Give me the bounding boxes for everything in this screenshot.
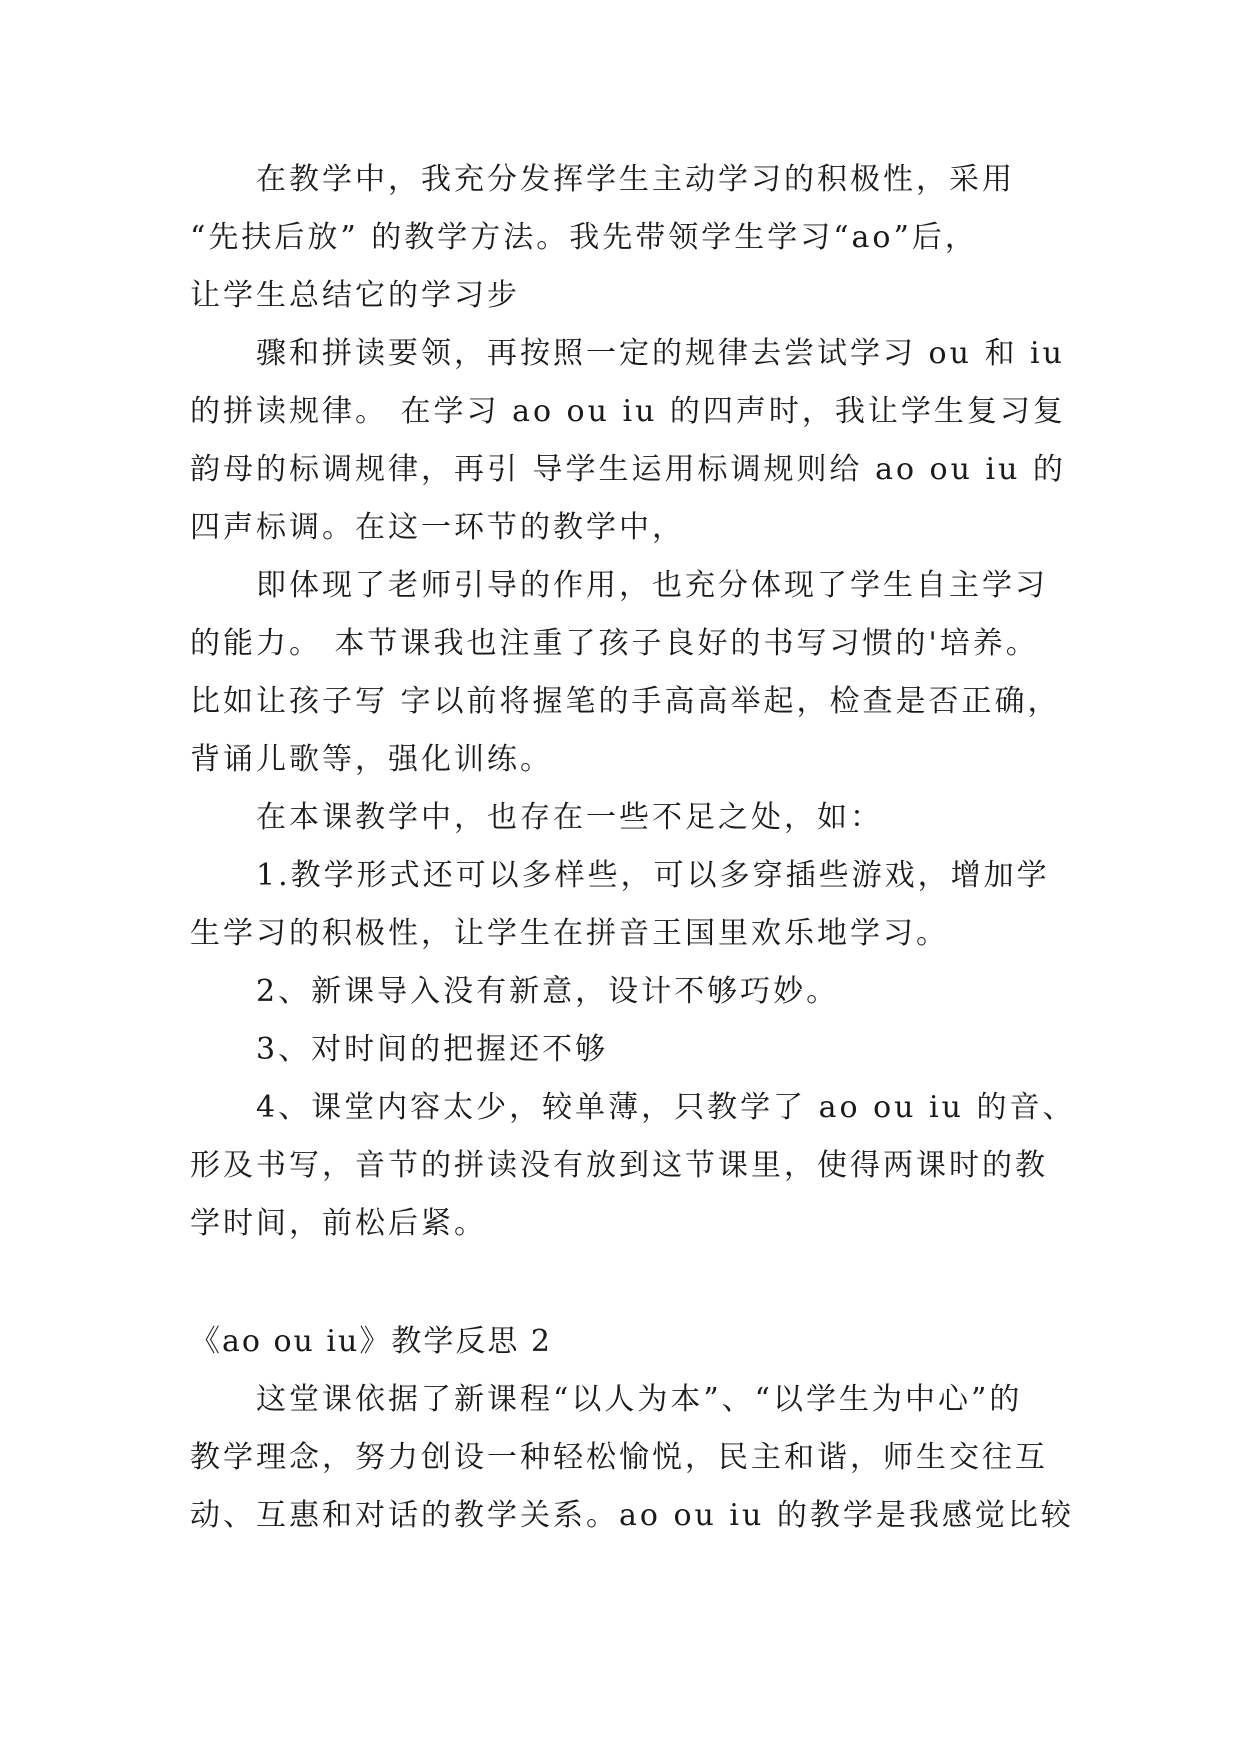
text-line: 生学习的积极性，让学生在拼音王国里欢乐地学习。 — [190, 916, 949, 951]
text-line: 在本课教学中，也存在一些不足之处，如： — [256, 800, 883, 835]
text-line: 动、互惠和对话的教学关系。ao ou iu 的教学是我感觉比较 — [190, 1498, 1074, 1533]
text-line: 的能力。 本节课我也注重了孩子良好的书写习惯的'培养。 — [190, 626, 1039, 661]
text-line: 3、对时间的把握还不够 — [256, 1032, 609, 1067]
text-line: 韵母的标调规律，再引 导学生运用标调规则给 ao ou iu 的 — [190, 452, 1066, 487]
text-line: 在教学中，我充分发挥学生主动学习的积极性，采用 — [256, 162, 1015, 197]
text-line: 即体现了老师引导的作用，也充分体现了学生自主学习 — [256, 568, 1048, 603]
section-title: 《ao ou iu》教学反思 2 — [190, 1324, 552, 1359]
text-line: 四声标调。在这一环节的教学中， — [190, 510, 685, 545]
text-line: “先扶后放” 的教学方法。我先带领学生学习“ao”后， — [190, 220, 978, 255]
text-line: 骤和拼读要领，再按照一定的规律去尝试学习 ou 和 iu — [256, 336, 1065, 371]
text-line: 形及书写，音节的拼读没有放到这节课里，使得两课时的教 — [190, 1148, 1048, 1183]
text-line: 2、新课导入没有新意，设计不够巧妙。 — [256, 974, 840, 1009]
text-line: 教学理念，努力创设一种轻松愉悦，民主和谐，师生交往互 — [190, 1440, 1048, 1475]
text-line: 1.教学形式还可以多样些，可以多穿插些游戏，增加学 — [256, 858, 1050, 893]
text-line: 这堂课依据了新课程“以人为本”、“以学生为中心”的 — [256, 1382, 1023, 1417]
text-line: 比如让孩子写 字以前将握笔的手高高举起，检查是否正确， — [190, 684, 1061, 719]
text-line: 学时间，前松后紧。 — [190, 1206, 487, 1241]
text-line: 4、课堂内容太少，较单薄，只教学了 ao ou iu 的音、 — [256, 1090, 1076, 1125]
text-line: 的拼读规律。 在学习 ao ou iu 的四声时，我让学生复习复 — [190, 394, 1066, 429]
text-line: 背诵儿歌等，强化训练。 — [190, 742, 553, 777]
text-line: 让学生总结它的学习步 — [190, 278, 520, 313]
